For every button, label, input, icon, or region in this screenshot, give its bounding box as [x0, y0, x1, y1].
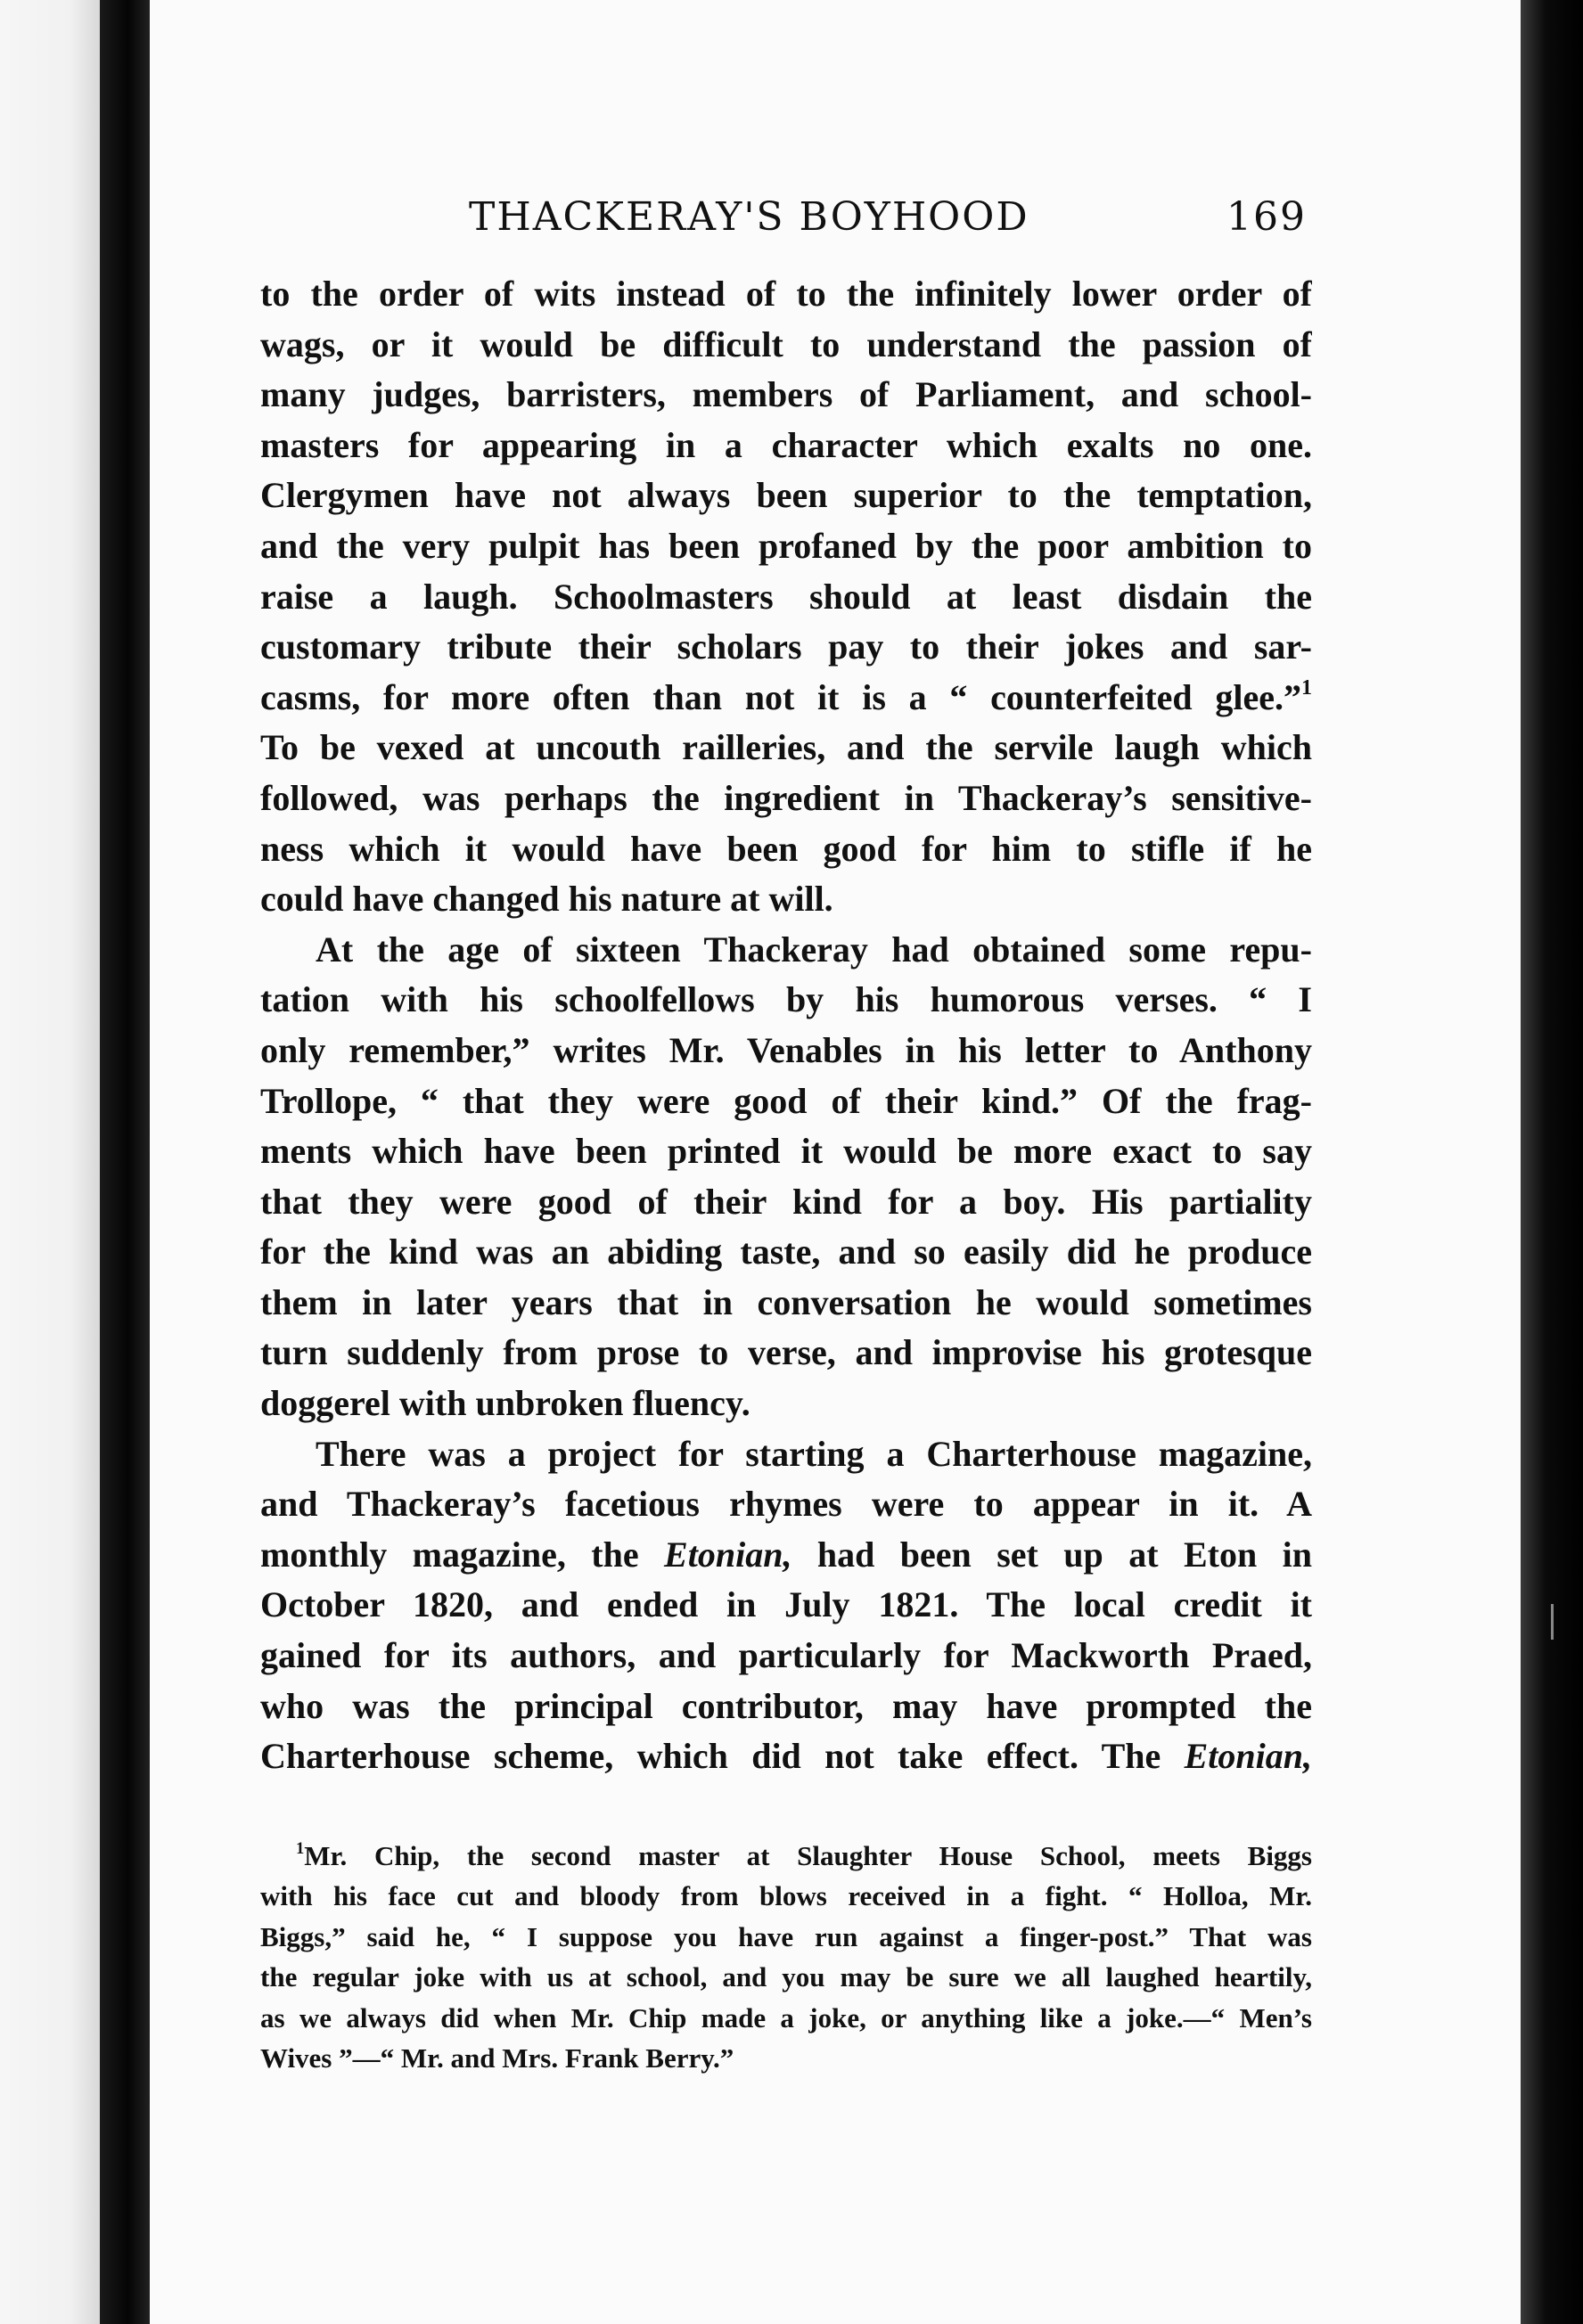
footnote-reference: 1 [1301, 675, 1312, 700]
text-line-with-footnote-ref [260, 673, 1312, 724]
text-line-with-italic [260, 1530, 1312, 1581]
text-line: At the age of sixteen Thackeray had obtained some repu- [316, 929, 1312, 970]
footnote-line: Wives ”—“ Mr. and Mrs. Frank Berry.” [260, 2042, 734, 2074]
text-fragment: monthly magazine, the [260, 1534, 665, 1575]
footnote-line: the regular joke with us at school, and you may be sure we all laughed heartily, [260, 1961, 1312, 1993]
text-line: raise a laugh. Schoolmasters should at least disdain the [260, 576, 1312, 617]
body-text [260, 269, 1312, 1782]
text-line: Clergymen have not always been superior to the temptation, [260, 475, 1312, 516]
italic-title: Etonian, [664, 1534, 792, 1575]
footnote-marker: 1 [296, 1838, 305, 1858]
text-line: ments which have been printed it would be more exact to say [260, 1131, 1312, 1172]
text-line-content: casms, for more often than not it is a “ counterfeited glee.” [260, 676, 1301, 717]
text-line: could have changed his nature at will. [260, 879, 833, 920]
text-line: doggerel with unbroken fluency. [260, 1383, 750, 1424]
text-line: gained for its authors, and particularly for Mackworth Praed, [260, 1635, 1312, 1676]
footnote-line: Biggs,” said he, “ I suppose you have run against a finger-post.” That was [260, 1920, 1312, 1952]
text-line: October 1820, and ended in July 1821. The local credit it [260, 1584, 1312, 1625]
running-title: THACKERAY'S BOYHOOD [469, 194, 1029, 240]
text-line: only remember,” writes Mr. Venables in his letter to Anthony [260, 1029, 1312, 1070]
footnote-text: Mr. Chip, the second master at Slaughter House School, meets Biggs [304, 1840, 1312, 1871]
text-line: for the kind was an abiding taste, and so easily did he produce [260, 1232, 1312, 1272]
book-gutter [100, 0, 157, 2324]
text-line: to the order of wits instead of to the infinitely lower order of [260, 274, 1312, 314]
text-line: ness which it would have been good for him to stifle if he [260, 828, 1312, 869]
text-line: tation with his schoolfellows by his humorous verses. “ I [260, 979, 1312, 1020]
running-header [469, 194, 1307, 257]
text-line: that they were good of their kind for a boy. His partiality [260, 1181, 1312, 1222]
footnote-line: as we always did when Mr. Chip made a joke, or anything like a joke.—“ Men’s [260, 2001, 1312, 2034]
page-number: 169 [1226, 194, 1307, 240]
facing-page-edge [0, 0, 100, 2324]
text-line: wags, or it would be difficult to understand the passion of [260, 323, 1312, 364]
text-fragment: Charterhouse scheme, which did not take effect. The [260, 1736, 1185, 1777]
text-line: Trollope, “ that they were good of their kind.” Of the frag- [260, 1080, 1312, 1121]
text-line: To be vexed at uncouth railleries, and the servile laugh which [260, 727, 1312, 768]
italic-title: Etonian, [1184, 1736, 1312, 1777]
text-line: masters for appearing in a character which exalts no one. [260, 424, 1312, 465]
footnote-line: with his face cut and bloody from blows received in a fight. “ Holloa, Mr. [260, 1880, 1312, 1912]
text-line: and Thackeray’s facetious rhymes were to appear in it. A [260, 1484, 1312, 1525]
text-line: many judges, barristers, members of Parliament, and school- [260, 374, 1312, 415]
text-line: customary tribute their scholars pay to their jokes and sar- [260, 626, 1312, 667]
text-line: who was the principal contributor, may have prompted the [260, 1685, 1312, 1726]
scan-artifact [1551, 1604, 1554, 1640]
text-line-with-italic [260, 1731, 1312, 1782]
text-line: There was a project for starting a Charterhouse magazine, [316, 1433, 1312, 1474]
footnote-line [260, 1836, 1312, 1876]
text-line: turn suddenly from prose to verse, and improvise his grotesque [260, 1332, 1312, 1373]
page-right-edge [1521, 0, 1583, 2324]
text-line: them in later years that in conversation he would sometimes [260, 1281, 1312, 1322]
footnote [260, 1836, 1312, 2078]
text-line: followed, was perhaps the ingredient in Thackeray’s sensitive- [260, 777, 1312, 818]
text-fragment: had been set up at Eton in [792, 1534, 1312, 1575]
text-line: and the very pulpit has been profaned by the poor ambition to [260, 525, 1312, 566]
